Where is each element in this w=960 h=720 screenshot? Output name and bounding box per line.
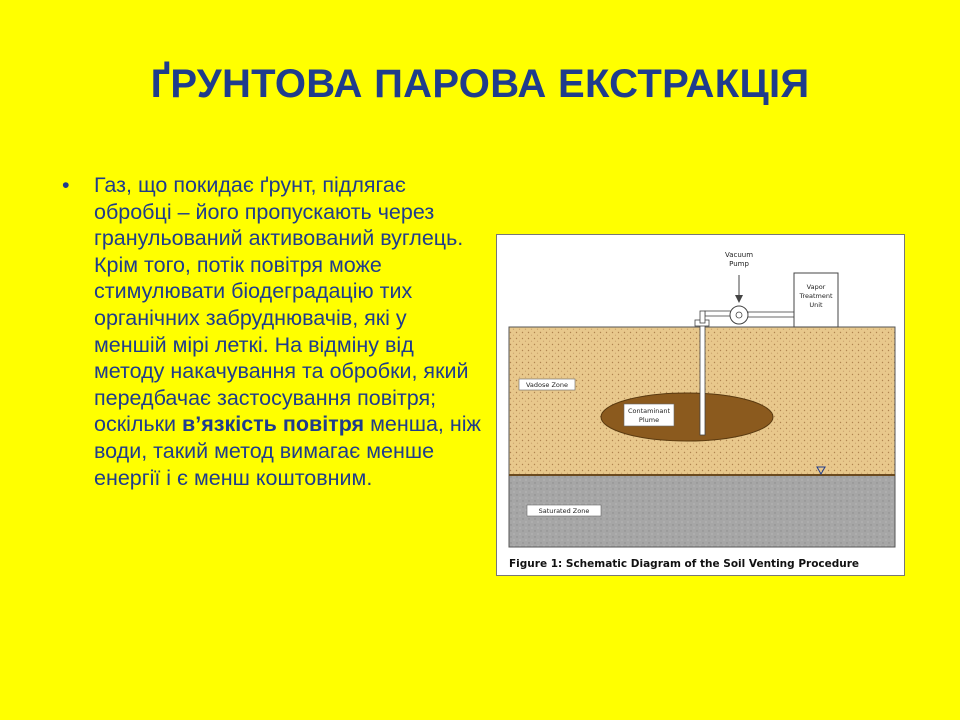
figure-caption: Figure 1: Schematic Diagram of the Soil Venting Procedure <box>509 558 860 570</box>
slide-title: ҐРУНТОВА ПАРОВА ЕКСТРАКЦІЯ <box>150 62 810 106</box>
saturated-zone-label: Saturated Zone <box>538 507 590 515</box>
vadose-zone-label: Vadose Zone <box>525 381 569 389</box>
soil-venting-diagram <box>496 234 905 576</box>
bullet-marker: • <box>62 173 70 197</box>
plume-label-2: Plume <box>638 416 660 424</box>
paragraph-text-2: менша, ніж води, такий метод вимагає менше енергії і є менш коштовним. <box>94 412 481 490</box>
vapor-unit-label-3: Unit <box>809 301 823 309</box>
extraction-well <box>700 323 705 435</box>
paragraph-bold-term: в’язкість повітря <box>182 412 365 437</box>
plume-label: Contaminant <box>627 407 671 415</box>
vacuum-pump-label: Vacuum <box>724 251 754 259</box>
vapor-unit-label-2: Treatment <box>799 292 833 300</box>
vapor-treatment-unit <box>794 273 838 327</box>
body-paragraph <box>94 172 482 491</box>
paragraph-text-1: Газ, що покидає ґрунт, підлягає обробці – його пропускають через гранульований активований вуглець. Крім того, потік повітря може стимулювати біодеградацію тих органічних забруднювачів, які у меншій мірі леткі. На відміну від методу накачування та обробки, який передбачає застосування повітря; оскільки <box>94 173 469 437</box>
vacuum-pump-label-2: Pump <box>729 260 749 268</box>
body-text-block <box>62 172 482 491</box>
vapor-unit-label: Vapor <box>806 283 826 291</box>
